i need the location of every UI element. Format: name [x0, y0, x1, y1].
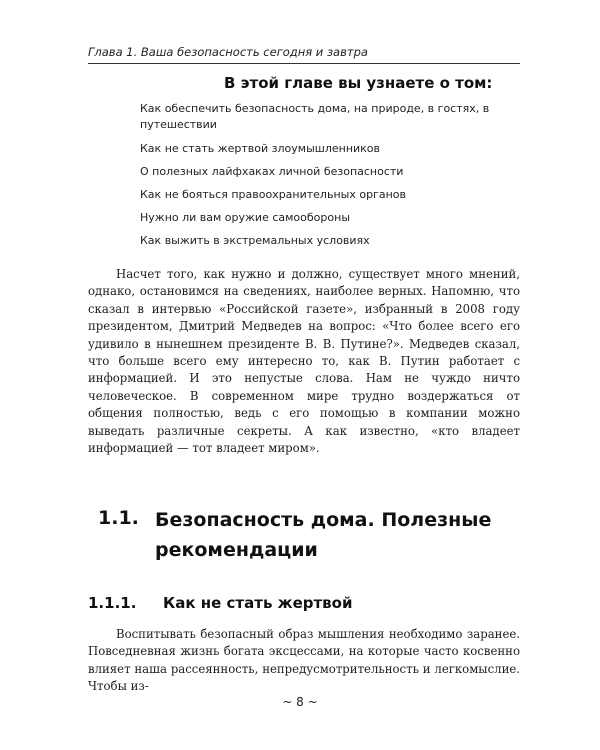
chapter-intro-title: В этой главе вы узнаете о том: [224, 74, 493, 92]
intro-list-item: Как не бояться правоохранительных органов [140, 188, 406, 201]
page-number: ~ 8 ~ [282, 695, 318, 709]
body-paragraph: Насчет того, как нужно и должно, существует много мнений, однако, остановимся на сведениях, наиболее верных. Напомню, что сказал в интервью «Российской газете», избранный в 2008 году президентом, Дмитрий Медведев на вопрос: «Что более всего его удивило в нынешнем президенте В. В. Путине?». Медведев сказал, что больше всего ему интересно то, как В. Путин работает с информацией. И это непустые слова. Нам не чуждо ничто человеческое. В современном мире трудно воздержаться от общения полностью, ведь с его помощью в компании можно выведать различные секреты. А как известно, «кто владеет информацией — тот владеет миром». [88, 267, 520, 456]
header-rule [88, 63, 520, 64]
running-header: Глава 1. Ваша безопасность сегодня и завтра [88, 45, 368, 59]
subsection-title: Как не стать жертвой [163, 594, 353, 612]
intro-list-item: Как выжить в экстремальных условиях [140, 234, 370, 247]
section-number: 1.1. [98, 507, 139, 529]
body-paragraph: Воспитывать безопасный образ мышления необходимо заранее. Повседневная жизнь богата эксцессами, на которые часто косвенно влияет наша рассеянность, непредусмотрительность и легкомыслие. Чтобы из- [88, 627, 520, 694]
intro-list-item: О полезных лайфхаках личной безопасности [140, 165, 404, 178]
intro-list-item: Как не стать жертвой злоумышленников [140, 142, 381, 155]
subsection-number: 1.1.1. [88, 594, 137, 612]
intro-list-item: Как обеспечить безопасность дома, на природе, в гостях, в путешествии [140, 102, 490, 131]
section-title: Безопасность дома. Полезные рекомендации [155, 509, 492, 561]
intro-list-item: Нужно ли вам оружие самообороны [140, 211, 350, 224]
